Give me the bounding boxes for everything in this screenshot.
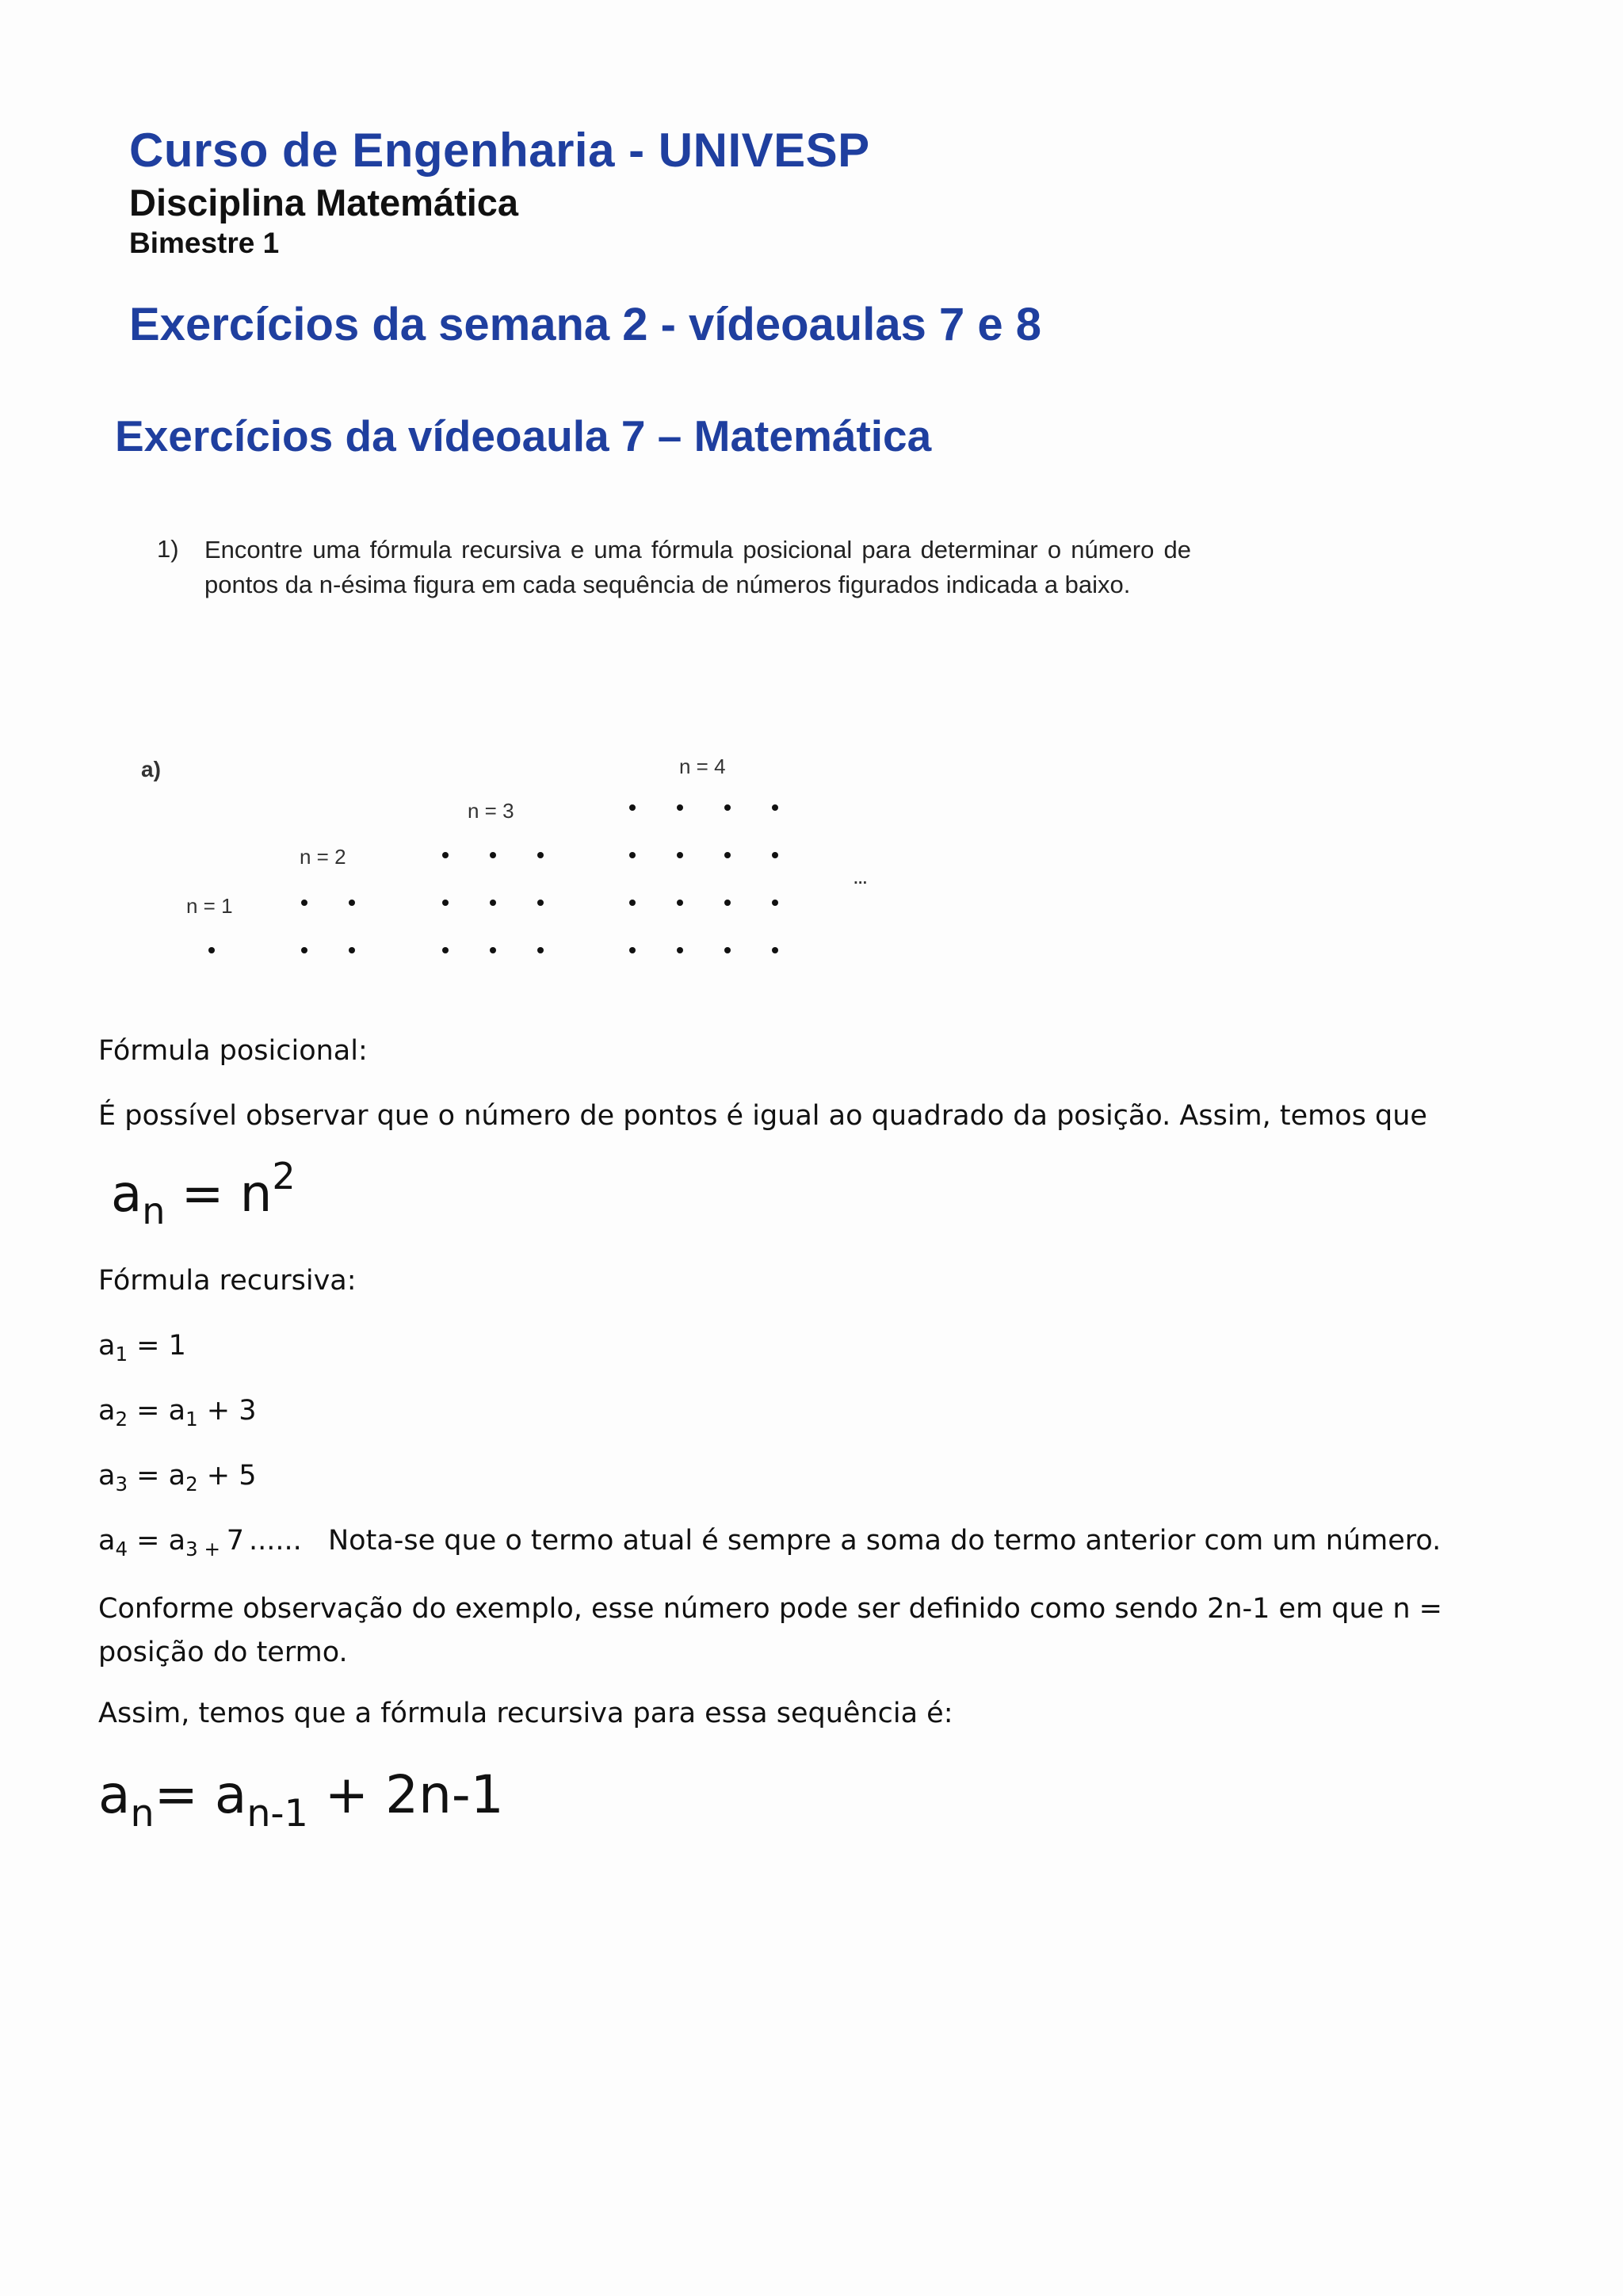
dots-separator: ...... xyxy=(249,1525,302,1557)
figure-dot xyxy=(772,804,778,811)
observation-note: Nota-se que o termo atual é sempre a soma do termo anterior com um número. xyxy=(328,1525,1442,1557)
figure-dot xyxy=(629,900,636,906)
figure-dot xyxy=(677,852,683,858)
positional-formula xyxy=(111,1155,296,1233)
final-intro: Assim, temos que a fórmula recursiva para essa sequência é: xyxy=(98,1698,953,1729)
label-n4: n = 4 xyxy=(679,755,726,778)
figure-dot xyxy=(349,900,355,906)
formula-base: a xyxy=(111,1165,143,1224)
figure-dot xyxy=(349,947,355,953)
recursive-formula xyxy=(98,1764,504,1836)
recursive-line-2: $a_2 = a_1 + 3$ xyxy=(98,1395,257,1431)
figure-dot xyxy=(490,852,496,858)
figure-dot xyxy=(772,852,778,858)
figure-dot xyxy=(677,947,683,953)
question-number: 1) xyxy=(157,535,179,563)
figure-dot xyxy=(537,852,544,858)
figure-dot xyxy=(629,947,636,953)
formula-exponent: 2 xyxy=(272,1155,296,1198)
figure-dot xyxy=(724,804,731,811)
figure-dot xyxy=(442,900,449,906)
figure-dot xyxy=(772,947,778,953)
course-title: Curso de Engenharia - UNIVESP xyxy=(129,124,870,177)
figure-dot xyxy=(490,947,496,953)
figure-dot xyxy=(301,900,307,906)
figure-dot xyxy=(724,852,731,858)
label-n2: n = 2 xyxy=(300,845,346,869)
conclusion-text: Conforme observação do exemplo, esse número pode ser definido como sendo 2n-1 em que n = posição do termo. xyxy=(98,1593,1442,1668)
recursive-heading: Fórmula recursiva: xyxy=(98,1265,357,1297)
figure-dot xyxy=(537,900,544,906)
figure-dot xyxy=(442,852,449,858)
figure-dot xyxy=(442,947,449,953)
figure-dot xyxy=(537,947,544,953)
recursive-line-1: $a_1 = 1$ xyxy=(98,1330,186,1366)
recursive-line-4: $a_4 = a_{3 +}$ 7 xyxy=(98,1525,245,1561)
label-n3: n = 3 xyxy=(468,799,514,823)
formula-base: a xyxy=(98,1764,131,1825)
sequence-ellipsis: ... xyxy=(853,864,867,888)
discipline-title: Disciplina Matemática xyxy=(129,181,519,223)
formula-equals: = n xyxy=(165,1165,273,1224)
week-title: Exercícios da semana 2 - vídeoaulas 7 e 8 xyxy=(129,299,1041,350)
figure-dot xyxy=(629,804,636,811)
figure-dot xyxy=(724,947,731,953)
bimester-label: Bimestre 1 xyxy=(129,227,280,259)
figure-dot xyxy=(301,947,307,953)
recursive-line-3: $a_3 = a_2 + 5$ xyxy=(98,1460,257,1496)
figure-dot xyxy=(724,900,731,906)
figure-dot xyxy=(772,900,778,906)
figure-dot xyxy=(208,947,215,953)
figure-dot xyxy=(677,804,683,811)
item-label: a) xyxy=(141,757,161,781)
positional-explanation: É possível observar que o número de pontos é igual ao quadrado da posição. Assim, temos que xyxy=(98,1100,1427,1132)
formula-subscript: n xyxy=(130,1791,155,1836)
formula-subscript: n xyxy=(142,1190,166,1233)
lesson-title: Exercícios da vídeoaula 7 – Matemática xyxy=(115,411,932,460)
formula-subscript-2: n-1 xyxy=(246,1791,308,1836)
question-text: Encontre uma fórmula recursiva e uma fórmula posicional para determinar o número de pontos da n-ésima figura em cada sequência de números figurados indicada a baixo. xyxy=(204,536,1191,598)
figure-dot xyxy=(677,900,683,906)
formula-rhs: + 2n-1 xyxy=(307,1764,504,1825)
figure-dot xyxy=(490,900,496,906)
formula-equals: = a xyxy=(154,1764,247,1825)
label-n1: n = 1 xyxy=(186,894,233,918)
positional-heading: Fórmula posicional: xyxy=(98,1035,368,1067)
figure-dot xyxy=(629,852,636,858)
